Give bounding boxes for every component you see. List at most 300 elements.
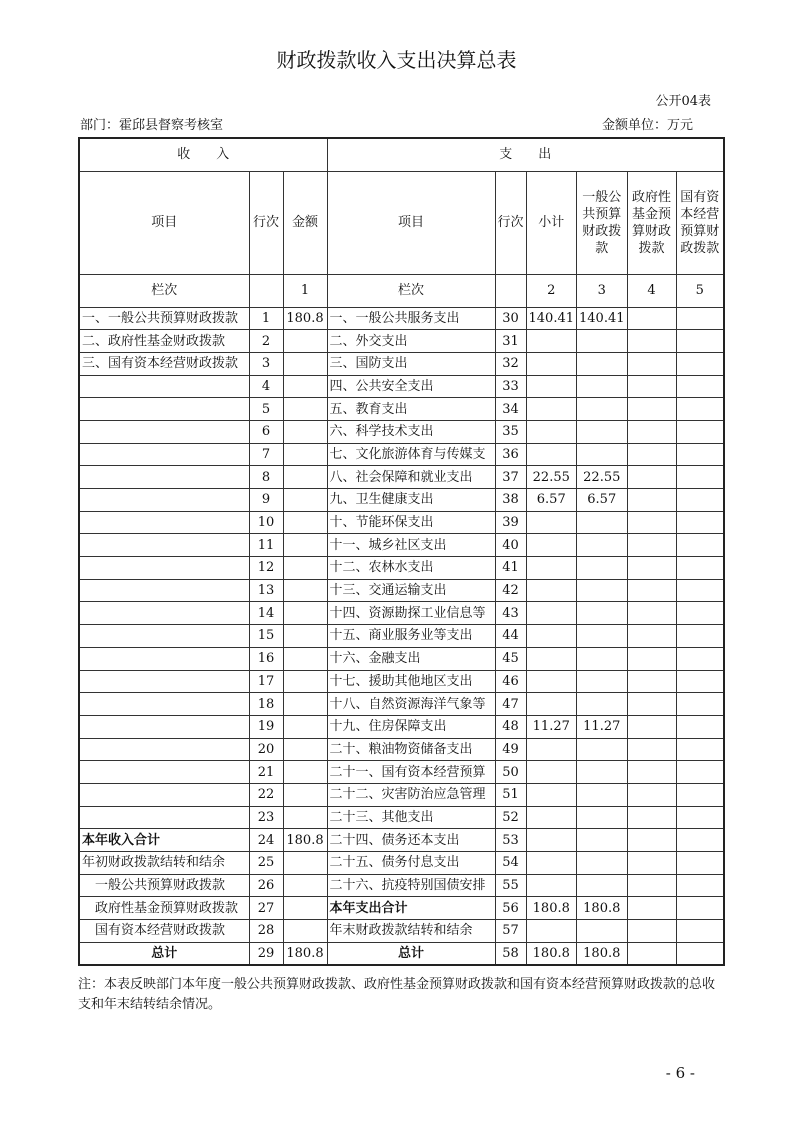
income-item-cell	[79, 715, 249, 738]
subtotal-cell: 11.27	[526, 715, 577, 738]
income-amount-cell	[283, 852, 327, 875]
table-row	[79, 534, 724, 557]
fund-budget-cell	[627, 330, 676, 353]
subtotal-cell	[526, 330, 577, 353]
income-amount-cell	[283, 920, 327, 943]
state-capital-cell	[676, 942, 724, 965]
expense-item-cell: 二十三、其他支出	[327, 806, 495, 829]
expense-item-cell: 十二、农林水支出	[327, 557, 495, 580]
state-capital-cell	[676, 489, 724, 512]
expense-line-cell: 47	[495, 693, 526, 716]
expense-item-cell: 一、一般公共服务支出	[327, 307, 495, 330]
col-5: 5	[676, 274, 724, 307]
fund-budget-cell	[627, 307, 676, 330]
expense-line-header: 行次	[495, 171, 526, 274]
col-3: 3	[577, 274, 628, 307]
fund-budget-cell	[627, 715, 676, 738]
income-item-cell	[79, 761, 249, 784]
expense-line-cell: 48	[495, 715, 526, 738]
table-row	[79, 352, 724, 375]
expense-line-cell: 49	[495, 738, 526, 761]
general-budget-cell	[577, 375, 628, 398]
income-line-cell: 19	[249, 715, 283, 738]
fund-budget-cell	[627, 693, 676, 716]
income-line-cell: 11	[249, 534, 283, 557]
state-capital-cell	[676, 693, 724, 716]
table-row	[79, 307, 724, 330]
income-line-cell: 6	[249, 420, 283, 443]
subtotal-cell	[526, 352, 577, 375]
subtotal-cell: 180.8	[526, 942, 577, 965]
expense-item-cell: 年末财政拨款结转和结余	[327, 920, 495, 943]
state-capital-cell	[676, 715, 724, 738]
table-row	[79, 715, 724, 738]
expense-item-cell: 九、卫生健康支出	[327, 489, 495, 512]
income-amount-cell	[283, 557, 327, 580]
table-row	[79, 420, 724, 443]
general-budget-cell	[577, 398, 628, 421]
income-line-cell: 7	[249, 443, 283, 466]
income-item-cell	[79, 534, 249, 557]
subtotal-cell	[526, 670, 577, 693]
expense-item-cell: 十四、资源勘探工业信息等	[327, 602, 495, 625]
income-amount-cell	[283, 806, 327, 829]
fund-budget-cell	[627, 420, 676, 443]
table-row	[79, 647, 724, 670]
income-item-cell	[79, 693, 249, 716]
col-label: 栏次	[327, 274, 495, 307]
expense-line-cell: 35	[495, 420, 526, 443]
fund-budget-cell	[627, 829, 676, 852]
state-capital-cell	[676, 852, 724, 875]
state-capital-cell	[676, 375, 724, 398]
state-capital-cell	[676, 829, 724, 852]
income-item-cell	[79, 398, 249, 421]
state-capital-cell	[676, 307, 724, 330]
income-item-cell	[79, 489, 249, 512]
income-item-cell: 一般公共预算财政拨款	[79, 874, 249, 897]
fund-budget-cell	[627, 443, 676, 466]
fund-budget-header: 政府性基金预算财政拨款	[627, 171, 676, 274]
fund-budget-cell	[627, 852, 676, 875]
income-amount-cell	[283, 511, 327, 534]
expense-item-cell: 本年支出合计	[327, 897, 495, 920]
expense-item-cell: 二、外交支出	[327, 330, 495, 353]
table-row	[79, 670, 724, 693]
expense-line-cell: 38	[495, 489, 526, 512]
income-item-cell	[79, 466, 249, 489]
subtotal-cell	[526, 579, 577, 602]
income-amount-cell	[283, 398, 327, 421]
general-budget-cell: 140.41	[577, 307, 628, 330]
income-item-cell: 国有资本经营财政拨款	[79, 920, 249, 943]
expense-line-cell: 52	[495, 806, 526, 829]
expense-line-cell: 53	[495, 829, 526, 852]
expense-item-cell: 二十二、灾害防治应急管理	[327, 783, 495, 806]
income-amount-cell	[283, 647, 327, 670]
fund-budget-cell	[627, 534, 676, 557]
income-amount-cell	[283, 375, 327, 398]
subtotal-cell	[526, 806, 577, 829]
income-line-cell: 29	[249, 942, 283, 965]
general-budget-cell	[577, 579, 628, 602]
expense-line-cell: 57	[495, 920, 526, 943]
general-budget-cell	[577, 738, 628, 761]
table-row	[79, 874, 724, 897]
table-row	[79, 806, 724, 829]
income-line-cell: 10	[249, 511, 283, 534]
general-budget-cell	[577, 602, 628, 625]
expense-item-cell: 八、社会保障和就业支出	[327, 466, 495, 489]
expense-line-cell: 46	[495, 670, 526, 693]
expense-line-cell: 42	[495, 579, 526, 602]
expense-item-cell: 十、节能环保支出	[327, 511, 495, 534]
income-amount-cell	[283, 330, 327, 353]
income-amount-cell	[283, 534, 327, 557]
income-line-header: 行次	[249, 171, 283, 274]
general-budget-cell	[577, 647, 628, 670]
state-capital-cell	[676, 534, 724, 557]
fund-budget-cell	[627, 602, 676, 625]
state-capital-cell	[676, 625, 724, 648]
fund-budget-cell	[627, 579, 676, 602]
fund-budget-cell	[627, 670, 676, 693]
expense-item-cell: 五、教育支出	[327, 398, 495, 421]
general-budget-cell: 6.57	[577, 489, 628, 512]
state-capital-cell	[676, 579, 724, 602]
general-budget-cell	[577, 806, 628, 829]
subtotal-cell	[526, 398, 577, 421]
expense-item-cell: 总计	[327, 942, 495, 965]
income-amount-cell	[283, 352, 327, 375]
income-line-cell: 9	[249, 489, 283, 512]
income-line-cell: 13	[249, 579, 283, 602]
income-item-cell: 一、一般公共预算财政拨款	[79, 307, 249, 330]
fund-budget-cell	[627, 647, 676, 670]
general-budget-header: 一般公共预算财政拨款	[577, 171, 628, 274]
table-row	[79, 557, 724, 580]
expense-item-cell: 二十四、债务还本支出	[327, 829, 495, 852]
table-row	[79, 897, 724, 920]
income-amount-cell: 180.8	[283, 942, 327, 965]
general-budget-cell: 11.27	[577, 715, 628, 738]
income-amount-cell	[283, 715, 327, 738]
income-amount-cell	[283, 602, 327, 625]
state-capital-cell	[676, 602, 724, 625]
income-item-header: 项目	[79, 171, 249, 274]
income-amount-cell	[283, 670, 327, 693]
state-capital-cell	[676, 352, 724, 375]
income-line-cell: 1	[249, 307, 283, 330]
state-capital-cell	[676, 420, 724, 443]
subtotal-cell	[526, 534, 577, 557]
general-budget-cell	[577, 420, 628, 443]
table-row	[79, 829, 724, 852]
appropriation-table	[78, 137, 725, 966]
expense-item-header: 项目	[327, 171, 495, 274]
table-row	[79, 330, 724, 353]
income-line-cell: 18	[249, 693, 283, 716]
expense-item-cell: 十三、交通运输支出	[327, 579, 495, 602]
income-item-cell	[79, 783, 249, 806]
income-header: 收 入	[79, 138, 327, 171]
general-budget-cell	[577, 920, 628, 943]
general-budget-cell	[577, 852, 628, 875]
income-amount-cell	[283, 761, 327, 784]
state-capital-cell	[676, 511, 724, 534]
table-row	[79, 579, 724, 602]
income-line-cell: 3	[249, 352, 283, 375]
state-capital-cell	[676, 783, 724, 806]
expense-item-cell: 十一、城乡社区支出	[327, 534, 495, 557]
subtotal-cell: 180.8	[526, 897, 577, 920]
general-budget-cell	[577, 783, 628, 806]
expense-line-cell: 34	[495, 398, 526, 421]
table-row	[79, 942, 724, 965]
subtotal-cell	[526, 647, 577, 670]
col-label: 栏次	[79, 274, 249, 307]
table-row	[79, 852, 724, 875]
fund-budget-cell	[627, 738, 676, 761]
subtotal-cell: 140.41	[526, 307, 577, 330]
fund-budget-cell	[627, 625, 676, 648]
subtotal-cell	[526, 557, 577, 580]
col-1: 1	[283, 274, 327, 307]
expense-line-cell: 37	[495, 466, 526, 489]
income-amount-cell	[283, 693, 327, 716]
income-item-cell	[79, 625, 249, 648]
expense-line-cell: 33	[495, 375, 526, 398]
income-item-cell	[79, 511, 249, 534]
page-title: 财政拨款收入支出决算总表	[276, 48, 517, 72]
fund-budget-cell	[627, 466, 676, 489]
income-amount-cell	[283, 625, 327, 648]
state-capital-cell	[676, 443, 724, 466]
fund-budget-cell	[627, 897, 676, 920]
general-budget-cell	[577, 625, 628, 648]
table-row	[79, 920, 724, 943]
general-budget-cell	[577, 443, 628, 466]
expense-item-cell: 十九、住房保障支出	[327, 715, 495, 738]
income-item-cell	[79, 647, 249, 670]
income-line-cell: 16	[249, 647, 283, 670]
fund-budget-cell	[627, 920, 676, 943]
subtotal-cell	[526, 852, 577, 875]
table-row	[79, 511, 724, 534]
income-amount-header: 金额	[283, 171, 327, 274]
expense-line-cell: 31	[495, 330, 526, 353]
fund-budget-cell	[627, 375, 676, 398]
expense-line-cell: 40	[495, 534, 526, 557]
general-budget-cell	[577, 534, 628, 557]
income-line-cell: 22	[249, 783, 283, 806]
subtotal-cell	[526, 375, 577, 398]
general-budget-cell	[577, 829, 628, 852]
general-budget-cell: 180.8	[577, 897, 628, 920]
income-line-cell: 2	[249, 330, 283, 353]
income-line-cell: 23	[249, 806, 283, 829]
income-item-cell	[79, 420, 249, 443]
income-line-cell: 20	[249, 738, 283, 761]
expense-item-cell: 四、公共安全支出	[327, 375, 495, 398]
income-line-cell: 12	[249, 557, 283, 580]
expense-item-cell: 二十五、债务付息支出	[327, 852, 495, 875]
general-budget-cell	[577, 557, 628, 580]
expense-item-cell: 十五、商业服务业等支出	[327, 625, 495, 648]
table-row	[79, 602, 724, 625]
income-line-cell: 8	[249, 466, 283, 489]
table-row	[79, 466, 724, 489]
income-item-cell	[79, 443, 249, 466]
table-code: 公开04表	[655, 94, 711, 109]
income-line-cell: 28	[249, 920, 283, 943]
unit-label: 金额单位：万元	[601, 118, 693, 133]
income-item-cell: 二、政府性基金财政拨款	[79, 330, 249, 353]
state-capital-cell	[676, 670, 724, 693]
expense-line-cell: 41	[495, 557, 526, 580]
table-row	[79, 761, 724, 784]
income-amount-cell	[283, 443, 327, 466]
subtotal-cell	[526, 602, 577, 625]
income-item-cell	[79, 738, 249, 761]
page-number: - 6 -	[665, 1064, 695, 1082]
subtotal-cell	[526, 511, 577, 534]
expense-line-cell: 50	[495, 761, 526, 784]
expense-line-cell: 36	[495, 443, 526, 466]
expense-line-cell: 30	[495, 307, 526, 330]
table-row	[79, 738, 724, 761]
income-item-cell: 总计	[79, 942, 249, 965]
general-budget-cell	[577, 761, 628, 784]
general-budget-cell	[577, 511, 628, 534]
income-amount-cell	[283, 489, 327, 512]
fund-budget-cell	[627, 352, 676, 375]
state-capital-cell	[676, 738, 724, 761]
expense-item-cell: 二十、粮油物资储备支出	[327, 738, 495, 761]
department-label: 部门：霍邱县督察考核室	[80, 118, 224, 133]
fund-budget-cell	[627, 761, 676, 784]
general-budget-cell	[577, 670, 628, 693]
income-item-cell	[79, 602, 249, 625]
income-item-cell: 三、国有资本经营财政拨款	[79, 352, 249, 375]
fund-budget-cell	[627, 783, 676, 806]
fund-budget-cell	[627, 489, 676, 512]
col-4: 4	[627, 274, 676, 307]
expense-item-cell: 六、科学技术支出	[327, 420, 495, 443]
general-budget-cell	[577, 874, 628, 897]
income-line-cell: 25	[249, 852, 283, 875]
income-item-cell	[79, 375, 249, 398]
fund-budget-cell	[627, 511, 676, 534]
expense-header: 支 出	[327, 138, 724, 171]
income-line-cell: 5	[249, 398, 283, 421]
subtotal-cell	[526, 738, 577, 761]
state-capital-cell	[676, 398, 724, 421]
subtotal-header: 小计	[526, 171, 577, 274]
income-amount-cell	[283, 874, 327, 897]
income-line-cell: 15	[249, 625, 283, 648]
fund-budget-cell	[627, 942, 676, 965]
expense-line-cell: 56	[495, 897, 526, 920]
general-budget-cell: 180.8	[577, 942, 628, 965]
fund-budget-cell	[627, 398, 676, 421]
income-line-cell: 26	[249, 874, 283, 897]
general-budget-cell	[577, 352, 628, 375]
expense-item-cell: 十七、援助其他地区支出	[327, 670, 495, 693]
table-row	[79, 489, 724, 512]
state-capital-cell	[676, 761, 724, 784]
income-amount-cell: 180.8	[283, 307, 327, 330]
income-amount-cell	[283, 420, 327, 443]
expense-line-cell: 54	[495, 852, 526, 875]
expense-item-cell: 七、文化旅游体育与传媒支	[327, 443, 495, 466]
state-capital-cell	[676, 806, 724, 829]
subtotal-cell	[526, 829, 577, 852]
table-row	[79, 693, 724, 716]
expense-line-cell: 58	[495, 942, 526, 965]
general-budget-cell	[577, 330, 628, 353]
subtotal-cell	[526, 443, 577, 466]
income-line-cell: 17	[249, 670, 283, 693]
income-amount-cell	[283, 738, 327, 761]
expense-line-cell: 32	[495, 352, 526, 375]
income-line-cell: 14	[249, 602, 283, 625]
fund-budget-cell	[627, 874, 676, 897]
table-row	[79, 625, 724, 648]
state-capital-cell	[676, 874, 724, 897]
subtotal-cell	[526, 693, 577, 716]
expense-line-cell: 43	[495, 602, 526, 625]
table-row	[79, 375, 724, 398]
expense-item-cell: 十六、金融支出	[327, 647, 495, 670]
subtotal-cell	[526, 420, 577, 443]
subtotal-cell	[526, 783, 577, 806]
subtotal-cell	[526, 761, 577, 784]
income-line-cell: 24	[249, 829, 283, 852]
income-item-cell	[79, 670, 249, 693]
income-amount-cell	[283, 897, 327, 920]
subtotal-cell: 22.55	[526, 466, 577, 489]
income-line-cell: 21	[249, 761, 283, 784]
expense-line-cell: 44	[495, 625, 526, 648]
table-row	[79, 783, 724, 806]
income-amount-cell	[283, 466, 327, 489]
subtotal-cell	[526, 920, 577, 943]
subtotal-cell	[526, 874, 577, 897]
income-amount-cell	[283, 579, 327, 602]
income-line-cell: 4	[249, 375, 283, 398]
table-row	[79, 443, 724, 466]
expense-line-cell: 39	[495, 511, 526, 534]
col-2: 2	[526, 274, 577, 307]
subtotal-cell: 6.57	[526, 489, 577, 512]
income-item-cell	[79, 557, 249, 580]
state-capital-header: 国有资本经营预算财政拨款	[676, 171, 724, 274]
subtotal-cell	[526, 625, 577, 648]
income-item-cell: 政府性基金预算财政拨款	[79, 897, 249, 920]
general-budget-cell: 22.55	[577, 466, 628, 489]
fund-budget-cell	[627, 557, 676, 580]
state-capital-cell	[676, 330, 724, 353]
expense-line-cell: 45	[495, 647, 526, 670]
income-item-cell	[79, 806, 249, 829]
state-capital-cell	[676, 647, 724, 670]
income-amount-cell: 180.8	[283, 829, 327, 852]
general-budget-cell	[577, 693, 628, 716]
income-line-cell: 27	[249, 897, 283, 920]
state-capital-cell	[676, 920, 724, 943]
expense-item-cell: 三、国防支出	[327, 352, 495, 375]
